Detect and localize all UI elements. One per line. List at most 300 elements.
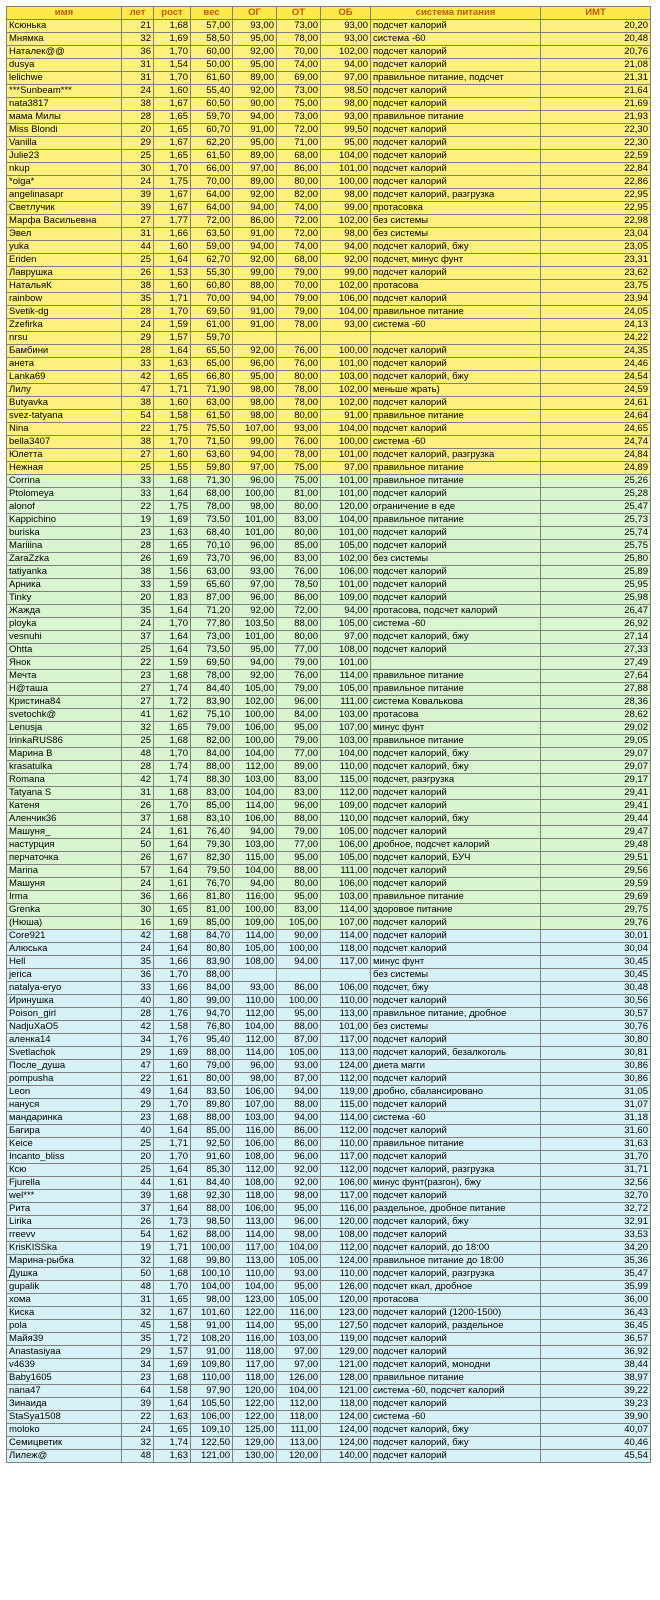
cell-name: Lanka69 — [7, 371, 122, 384]
table-row — [7, 176, 651, 189]
cell-diet-system: подсчет калорий — [371, 592, 541, 605]
cell-diet-system: подсчет калорий — [371, 20, 541, 33]
cell-age: 31 — [122, 787, 154, 800]
cell-bmi: 31,71 — [541, 1164, 651, 1177]
cell-waist: 118,00 — [277, 1411, 321, 1424]
cell-waist: 79,00 — [277, 735, 321, 748]
cell-height: 1,76 — [154, 1008, 191, 1021]
cell-weight: 88,00 — [191, 1229, 233, 1242]
cell-chest: 108,00 — [233, 1151, 277, 1164]
cell-bmi: 31,60 — [541, 1125, 651, 1138]
cell-chest: 95,00 — [233, 371, 277, 384]
cell-diet-system: подсчет калорий — [371, 566, 541, 579]
cell-age: 33 — [122, 358, 154, 371]
cell-hips: 92,00 — [321, 254, 371, 267]
cell-diet-system: подсчет калорий — [371, 644, 541, 657]
cell-age: 28 — [122, 111, 154, 124]
cell-diet-system: ограничение в еде — [371, 501, 541, 514]
cell-diet-system: без системы — [371, 969, 541, 982]
cell-bmi: 30,76 — [541, 1021, 651, 1034]
cell-diet-system: подсчет калорий — [371, 943, 541, 956]
cell-height: 1,68 — [154, 1190, 191, 1203]
cell-age: 25 — [122, 1164, 154, 1177]
cell-hips: 98,00 — [321, 98, 371, 111]
cell-height: 1,65 — [154, 1424, 191, 1437]
table-row — [7, 1398, 651, 1411]
cell-diet-system: правильное питание — [371, 1372, 541, 1385]
cell-name: rreevv — [7, 1229, 122, 1242]
header-age: лет — [122, 7, 154, 20]
cell-age: 50 — [122, 839, 154, 852]
cell-height: 1,68 — [154, 735, 191, 748]
cell-waist: 73,00 — [277, 85, 321, 98]
cell-age: 29 — [122, 137, 154, 150]
cell-hips: 124,00 — [321, 1437, 371, 1450]
cell-name: Ohtta — [7, 644, 122, 657]
cell-waist: 95,00 — [277, 1281, 321, 1294]
cell-weight: 84,70 — [191, 930, 233, 943]
cell-hips: 112,00 — [321, 1164, 371, 1177]
cell-age: 33 — [122, 579, 154, 592]
cell-age: 36 — [122, 969, 154, 982]
cell-height: 1,77 — [154, 215, 191, 228]
cell-waist: 78,00 — [277, 319, 321, 332]
cell-waist: 75,00 — [277, 475, 321, 488]
cell-name: nata3817 — [7, 98, 122, 111]
cell-age: 39 — [122, 189, 154, 202]
cell-height: 1,65 — [154, 722, 191, 735]
table-row — [7, 683, 651, 696]
cell-bmi: 39,90 — [541, 1411, 651, 1424]
cell-age: 25 — [122, 150, 154, 163]
cell-height: 1,65 — [154, 540, 191, 553]
cell-height: 1,67 — [154, 189, 191, 202]
cell-height: 1,74 — [154, 774, 191, 787]
cell-name: Poison_girl — [7, 1008, 122, 1021]
cell-hips: 103,00 — [321, 371, 371, 384]
cell-waist: 78,50 — [277, 579, 321, 592]
cell-name: v4639 — [7, 1359, 122, 1372]
cell-height: 1,64 — [154, 488, 191, 501]
header-height: рост — [154, 7, 191, 20]
cell-diet-system: подсчет калорий, бжу — [371, 748, 541, 761]
cell-height: 1,70 — [154, 800, 191, 813]
cell-weight: 79,00 — [191, 722, 233, 735]
cell-weight: 71,30 — [191, 475, 233, 488]
cell-waist: 80,00 — [277, 631, 321, 644]
cell-chest: 104,00 — [233, 787, 277, 800]
cell-hips: 114,00 — [321, 1112, 371, 1125]
cell-waist: 87,00 — [277, 1073, 321, 1086]
cell-hips: 101,00 — [321, 449, 371, 462]
cell-hips: 101,00 — [321, 1021, 371, 1034]
table-row — [7, 1333, 651, 1346]
cell-bmi: 25,47 — [541, 501, 651, 514]
cell-waist: 88,00 — [277, 865, 321, 878]
cell-waist: 80,00 — [277, 501, 321, 514]
cell-waist: 104,00 — [277, 1242, 321, 1255]
cell-height: 1,60 — [154, 449, 191, 462]
cell-weight: 78,00 — [191, 670, 233, 683]
cell-hips: 109,00 — [321, 592, 371, 605]
cell-age: 36 — [122, 46, 154, 59]
cell-age: 24 — [122, 176, 154, 189]
cell-age: 50 — [122, 1268, 154, 1281]
cell-chest: 92,00 — [233, 85, 277, 98]
cell-height: 1,58 — [154, 1320, 191, 1333]
cell-diet-system: подсчет калорий (1200-1500) — [371, 1307, 541, 1320]
cell-waist: 79,00 — [277, 267, 321, 280]
cell-age: 37 — [122, 1203, 154, 1216]
cell-hips: 118,00 — [321, 943, 371, 956]
cell-name: Ptolomeya — [7, 488, 122, 501]
cell-age: 64 — [122, 1385, 154, 1398]
cell-name: Светлучик — [7, 202, 122, 215]
cell-diet-system: правильное питание — [371, 462, 541, 475]
cell-age: 26 — [122, 553, 154, 566]
cell-chest: 118,00 — [233, 1346, 277, 1359]
cell-hips: 101,00 — [321, 475, 371, 488]
cell-waist: 73,00 — [277, 111, 321, 124]
cell-hips: 123,00 — [321, 1307, 371, 1320]
cell-age: 27 — [122, 215, 154, 228]
cell-waist: 76,00 — [277, 345, 321, 358]
table-row — [7, 1281, 651, 1294]
cell-waist: 116,00 — [277, 1307, 321, 1320]
cell-bmi: 25,74 — [541, 527, 651, 540]
table-row — [7, 800, 651, 813]
cell-diet-system: система -60 — [371, 33, 541, 46]
table-row — [7, 150, 651, 163]
cell-chest: 93,00 — [233, 982, 277, 995]
cell-chest: 108,00 — [233, 1177, 277, 1190]
cell-height: 1,64 — [154, 1203, 191, 1216]
cell-diet-system: правильное питание, дробное — [371, 1008, 541, 1021]
cell-height: 1,57 — [154, 1346, 191, 1359]
cell-weight: 88,00 — [191, 1047, 233, 1060]
cell-bmi: 30,45 — [541, 969, 651, 982]
cell-bmi: 24,65 — [541, 423, 651, 436]
cell-hips: 129,00 — [321, 1346, 371, 1359]
cell-bmi: 27,14 — [541, 631, 651, 644]
cell-age: 22 — [122, 423, 154, 436]
cell-waist: 79,00 — [277, 293, 321, 306]
cell-height: 1,64 — [154, 839, 191, 852]
cell-weight: 59,00 — [191, 241, 233, 254]
cell-weight: 62,70 — [191, 254, 233, 267]
cell-height: 1,71 — [154, 293, 191, 306]
cell-chest: 117,00 — [233, 1242, 277, 1255]
cell-weight: 85,30 — [191, 1164, 233, 1177]
cell-waist: 75,00 — [277, 462, 321, 475]
cell-bmi: 30,86 — [541, 1060, 651, 1073]
cell-weight: 92,50 — [191, 1138, 233, 1151]
cell-weight: 70,10 — [191, 540, 233, 553]
cell-age: 25 — [122, 735, 154, 748]
cell-chest — [233, 332, 277, 345]
cell-hips: 93,00 — [321, 33, 371, 46]
cell-hips: 120,00 — [321, 501, 371, 514]
table-row — [7, 1424, 651, 1437]
cell-height: 1,80 — [154, 995, 191, 1008]
cell-hips: 106,00 — [321, 839, 371, 852]
cell-chest: 96,00 — [233, 1060, 277, 1073]
cell-weight: 62,20 — [191, 137, 233, 150]
cell-name: nana47 — [7, 1385, 122, 1398]
cell-hips: 99,00 — [321, 267, 371, 280]
cell-hips: 97,00 — [321, 462, 371, 475]
cell-bmi: 40,46 — [541, 1437, 651, 1450]
cell-hips: 114,00 — [321, 670, 371, 683]
cell-waist: 68,00 — [277, 254, 321, 267]
cell-bmi: 31,63 — [541, 1138, 651, 1151]
cell-chest: 107,00 — [233, 1099, 277, 1112]
table-row — [7, 1190, 651, 1203]
cell-chest: 91,00 — [233, 306, 277, 319]
cell-weight: 110,00 — [191, 1372, 233, 1385]
cell-name: Иринушка — [7, 995, 122, 1008]
cell-waist: 95,00 — [277, 722, 321, 735]
cell-chest: 125,00 — [233, 1424, 277, 1437]
cell-height: 1,68 — [154, 813, 191, 826]
table-row — [7, 124, 651, 137]
cell-chest: 104,00 — [233, 1281, 277, 1294]
cell-diet-system: протасова — [371, 709, 541, 722]
cell-waist: 77,00 — [277, 839, 321, 852]
cell-weight: 71,90 — [191, 384, 233, 397]
cell-diet-system: подсчет калорий, бжу — [371, 1437, 541, 1450]
cell-diet-system: подсчет калорий, монодни — [371, 1359, 541, 1372]
cell-weight: 73,70 — [191, 553, 233, 566]
cell-weight: 75,10 — [191, 709, 233, 722]
table-row — [7, 540, 651, 553]
cell-name: natalya-eryo — [7, 982, 122, 995]
cell-height: 1,64 — [154, 605, 191, 618]
cell-weight: 88,00 — [191, 1112, 233, 1125]
cell-waist: 80,00 — [277, 176, 321, 189]
cell-chest: 95,00 — [233, 59, 277, 72]
cell-age: 34 — [122, 1034, 154, 1047]
cell-weight: 55,30 — [191, 267, 233, 280]
table-row — [7, 1307, 651, 1320]
table-row — [7, 995, 651, 1008]
cell-hips: 118,00 — [321, 1398, 371, 1411]
cell-hips: 114,00 — [321, 904, 371, 917]
cell-chest: 96,00 — [233, 475, 277, 488]
cell-weight: 71,20 — [191, 605, 233, 618]
cell-diet-system: без системы — [371, 1021, 541, 1034]
cell-age: 35 — [122, 956, 154, 969]
header-waist: ОТ — [277, 7, 321, 20]
table-row — [7, 904, 651, 917]
cell-hips: 102,00 — [321, 215, 371, 228]
cell-hips: 103,00 — [321, 735, 371, 748]
table-row — [7, 436, 651, 449]
cell-chest: 100,00 — [233, 709, 277, 722]
cell-chest: 112,00 — [233, 761, 277, 774]
table-row — [7, 397, 651, 410]
cell-weight: 63,60 — [191, 449, 233, 462]
table-row — [7, 137, 651, 150]
cell-height: 1,70 — [154, 618, 191, 631]
cell-age: 32 — [122, 722, 154, 735]
cell-chest: 96,00 — [233, 592, 277, 605]
cell-diet-system: подсчет калорий — [371, 930, 541, 943]
table-row — [7, 826, 651, 839]
cell-age: 23 — [122, 1112, 154, 1125]
cell-diet-system: минус фунт — [371, 722, 541, 735]
cell-name: ***Sunbeam*** — [7, 85, 122, 98]
cell-age: 32 — [122, 1437, 154, 1450]
cell-chest: 118,00 — [233, 1190, 277, 1203]
cell-age: 23 — [122, 1372, 154, 1385]
cell-chest: 93,00 — [233, 566, 277, 579]
cell-height: 1,72 — [154, 696, 191, 709]
cell-chest: 104,00 — [233, 748, 277, 761]
cell-name: Leon — [7, 1086, 122, 1099]
table-row — [7, 943, 651, 956]
cell-name: lelichwe — [7, 72, 122, 85]
cell-name: Baby1605 — [7, 1372, 122, 1385]
cell-waist: 83,00 — [277, 553, 321, 566]
cell-age: 39 — [122, 202, 154, 215]
cell-height: 1,74 — [154, 761, 191, 774]
table-row — [7, 644, 651, 657]
cell-chest: 95,00 — [233, 33, 277, 46]
cell-age: 41 — [122, 709, 154, 722]
cell-hips: 121,00 — [321, 1385, 371, 1398]
cell-bmi: 24,64 — [541, 410, 651, 423]
cell-chest: 106,00 — [233, 1086, 277, 1099]
cell-hips: 93,00 — [321, 111, 371, 124]
cell-waist: 92,00 — [277, 1164, 321, 1177]
cell-hips: 109,00 — [321, 800, 371, 813]
cell-waist — [277, 969, 321, 982]
cell-age: 42 — [122, 774, 154, 787]
cell-hips: 110,00 — [321, 761, 371, 774]
table-row — [7, 553, 651, 566]
cell-height: 1,61 — [154, 1177, 191, 1190]
table-row — [7, 241, 651, 254]
cell-hips: 104,00 — [321, 514, 371, 527]
cell-weight: 94,70 — [191, 1008, 233, 1021]
table-row — [7, 1450, 651, 1463]
cell-name: Corrina — [7, 475, 122, 488]
cell-age: 35 — [122, 293, 154, 306]
cell-name: Машуня — [7, 878, 122, 891]
cell-name: Hell — [7, 956, 122, 969]
cell-hips: 101,00 — [321, 488, 371, 501]
cell-height: 1,59 — [154, 657, 191, 670]
cell-height: 1,60 — [154, 1060, 191, 1073]
cell-weight: 91,00 — [191, 1346, 233, 1359]
cell-weight: 88,00 — [191, 761, 233, 774]
cell-height: 1,71 — [154, 1242, 191, 1255]
cell-name: Incanto_bliss — [7, 1151, 122, 1164]
cell-waist: 73,00 — [277, 20, 321, 33]
cell-chest: 92,00 — [233, 189, 277, 202]
cell-hips: 102,00 — [321, 384, 371, 397]
cell-name: Багира — [7, 1125, 122, 1138]
cell-name: Kappichino — [7, 514, 122, 527]
cell-diet-system: протасова — [371, 280, 541, 293]
cell-bmi: 40,07 — [541, 1424, 651, 1437]
cell-weight: 109,80 — [191, 1359, 233, 1372]
cell-height: 1,67 — [154, 1307, 191, 1320]
cell-diet-system: подсчет калорий, бжу — [371, 761, 541, 774]
cell-height: 1,60 — [154, 280, 191, 293]
cell-diet-system: подсчет калорий, бжу — [371, 813, 541, 826]
cell-waist: 78,00 — [277, 33, 321, 46]
cell-waist: 76,00 — [277, 358, 321, 371]
cell-weight: 77,80 — [191, 618, 233, 631]
cell-bmi: 27,33 — [541, 644, 651, 657]
cell-diet-system: подсчет калорий, бжу — [371, 1216, 541, 1229]
cell-bmi: 30,81 — [541, 1047, 651, 1060]
cell-waist: 74,00 — [277, 202, 321, 215]
cell-name: Vanilla — [7, 137, 122, 150]
cell-bmi: 30,80 — [541, 1034, 651, 1047]
cell-name: Tinky — [7, 592, 122, 605]
cell-bmi: 27,88 — [541, 683, 651, 696]
cell-age: 31 — [122, 59, 154, 72]
cell-diet-system: подсчет калорий — [371, 1346, 541, 1359]
table-row — [7, 761, 651, 774]
cell-diet-system: правильное питание — [371, 670, 541, 683]
cell-hips: 117,00 — [321, 1190, 371, 1203]
cell-age: 28 — [122, 761, 154, 774]
cell-height: 1,65 — [154, 371, 191, 384]
cell-chest: 114,00 — [233, 1320, 277, 1333]
cell-height: 1,59 — [154, 319, 191, 332]
table-row — [7, 878, 651, 891]
cell-bmi: 29,02 — [541, 722, 651, 735]
cell-waist: 85,00 — [277, 540, 321, 553]
cell-name: Лаврушка — [7, 267, 122, 280]
cell-bmi: 29,48 — [541, 839, 651, 852]
cell-age: 42 — [122, 930, 154, 943]
cell-bmi: 29,17 — [541, 774, 651, 787]
cell-diet-system: минус фунт — [371, 956, 541, 969]
cell-height: 1,61 — [154, 878, 191, 891]
cell-height: 1,68 — [154, 1268, 191, 1281]
cell-name: НатальяК — [7, 280, 122, 293]
cell-weight: 82,30 — [191, 852, 233, 865]
cell-weight: 63,00 — [191, 566, 233, 579]
cell-diet-system: система -60 — [371, 319, 541, 332]
cell-weight: 60,70 — [191, 124, 233, 137]
cell-bmi: 30,48 — [541, 982, 651, 995]
cell-height: 1,55 — [154, 462, 191, 475]
table-row — [7, 1242, 651, 1255]
cell-bmi: 32,91 — [541, 1216, 651, 1229]
cell-waist: 76,00 — [277, 436, 321, 449]
cell-name: Марина-рыбка — [7, 1255, 122, 1268]
cell-bmi: 29,59 — [541, 878, 651, 891]
cell-name: dusya — [7, 59, 122, 72]
table-row — [7, 839, 651, 852]
cell-bmi: 25,73 — [541, 514, 651, 527]
cell-age: 24 — [122, 85, 154, 98]
cell-diet-system: подсчет калорий — [371, 345, 541, 358]
cell-hips: 117,00 — [321, 1034, 371, 1047]
cell-height: 1,74 — [154, 683, 191, 696]
cell-waist: 95,00 — [277, 891, 321, 904]
cell-age: 39 — [122, 1190, 154, 1203]
cell-bmi: 25,26 — [541, 475, 651, 488]
table-row — [7, 98, 651, 111]
cell-height: 1,75 — [154, 176, 191, 189]
